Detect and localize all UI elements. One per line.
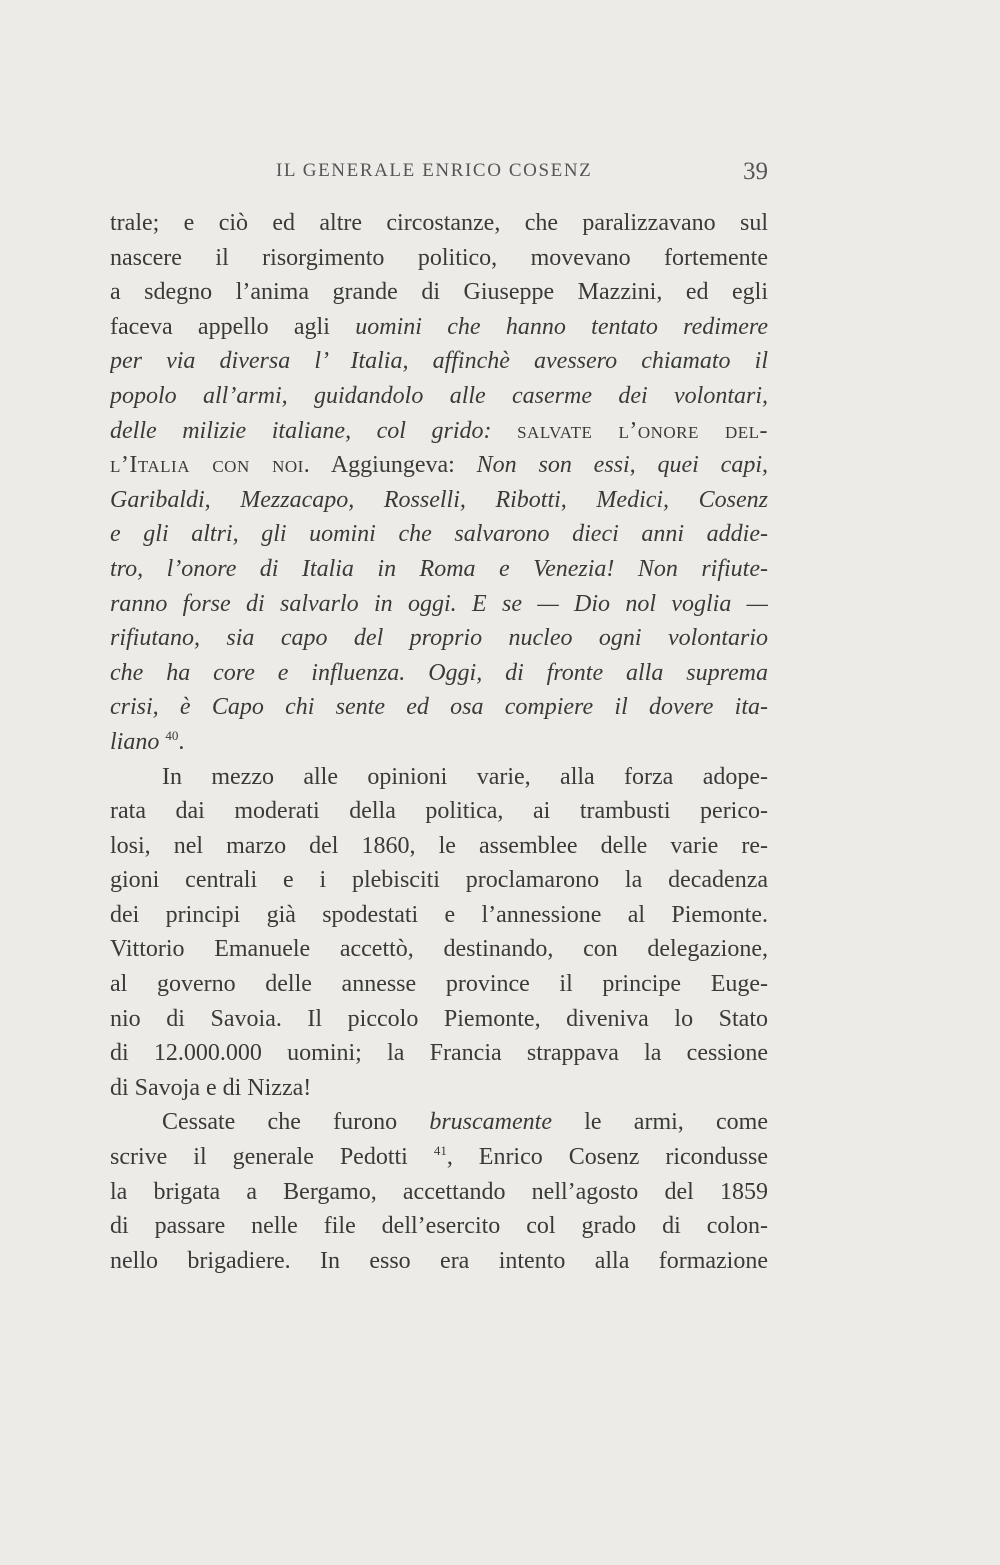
- text-line: [110, 414, 768, 449]
- footnote-ref: 41: [433, 1143, 447, 1159]
- text-line: [110, 1071, 768, 1106]
- quote-text: che ha core e influenza. Oggi, di fronte alla suprema: [110, 659, 768, 686]
- quote-text: crisi, è Capo chi sente ed osa compiere il dovere ita-: [110, 694, 768, 721]
- text-line: [110, 241, 768, 276]
- motto-text: salvate l’onore del-: [517, 417, 768, 444]
- text-line: [110, 310, 768, 345]
- text-line: [110, 275, 768, 310]
- quote-text: ranno forse di salvarlo in oggi. E se — Dio nol voglia —: [110, 590, 768, 617]
- text-line: [110, 829, 768, 864]
- text-line: [110, 898, 768, 933]
- page-number: 39: [743, 158, 768, 185]
- text-line: [110, 725, 768, 760]
- quote-text: uomini che hanno tentato redimere: [355, 313, 768, 340]
- text-line: [110, 1140, 768, 1175]
- quote-text: liano: [110, 728, 160, 755]
- quote-text: popolo all’armi, guidandolo alle caserme dei volontari,: [110, 382, 768, 409]
- text-line: [110, 206, 768, 241]
- line-text: faceva appello agli: [110, 313, 356, 340]
- page-header: [110, 160, 768, 194]
- text-line: [110, 587, 768, 622]
- line-text: nascere il risorgimento politico, movevano fortemente: [110, 244, 768, 271]
- quote-text: per via diversa l’ Italia, affinchè avessero chiamato il: [110, 348, 768, 375]
- quote-text: e gli altri, gli uomini che salvarono dieci anni addie-: [110, 521, 768, 548]
- text-line: [110, 863, 768, 898]
- text-line: [110, 483, 768, 518]
- text-line: [110, 379, 768, 414]
- text-line: [110, 552, 768, 587]
- line-text: In mezzo alle opinioni varie, alla forza adope-: [162, 763, 768, 790]
- line-text: trale; e ciò ed altre circostanze, che paralizzavano sul: [110, 210, 768, 236]
- line-text: nello brigadiere. In esso era intento alla formazione: [110, 1247, 768, 1274]
- text-line: [110, 621, 768, 656]
- line-text: di passare nelle file dell’esercito col grado di colon-: [110, 1213, 768, 1240]
- text-line: [110, 1175, 768, 1210]
- text-line: [110, 932, 768, 967]
- line-text: di Savoja e di Nizza!: [110, 1074, 312, 1101]
- text-line: [110, 1105, 768, 1140]
- text-line: [110, 967, 768, 1002]
- quote-text: tro, l’onore di Italia in Roma e Venezia! Non rifiute-: [110, 555, 768, 582]
- text-line: [110, 690, 768, 725]
- quote-text: Garibaldi, Mezzacapo, Rosselli, Ribotti, Medici, Cosenz: [110, 486, 768, 513]
- running-title: IL GENERALE ENRICO COSENZ: [276, 160, 593, 181]
- line-text: le armi, come: [551, 1109, 768, 1136]
- line-text: Aggiungeva:: [310, 452, 477, 479]
- line-text: losi, nel marzo del 1860, le assemblee delle varie re-: [110, 832, 768, 859]
- line-text: Vittorio Emanuele accettò, destinando, con delegazione,: [110, 936, 768, 963]
- line-text: , Enrico Cosenz ricondusse: [446, 1144, 768, 1171]
- line-text: .: [178, 728, 185, 755]
- line-text: scrive il generale Pedotti: [110, 1144, 408, 1171]
- text-line: [110, 517, 768, 552]
- footnote-ref: 40: [165, 727, 179, 743]
- text-line: [110, 1209, 768, 1244]
- line-text: Cessate che furono: [162, 1109, 430, 1136]
- body-text: [110, 206, 768, 1278]
- line-text: nio di Savoia. Il piccolo Piemonte, diveniva lo Stato: [110, 1005, 768, 1032]
- text-line: [110, 794, 768, 829]
- text-line: [110, 1244, 768, 1279]
- text-line: [110, 1002, 768, 1037]
- line-text: rata dai moderati della politica, ai trambusti perico-: [110, 798, 768, 825]
- line-text: gioni centrali e i plebisciti proclamarono la decadenza: [110, 867, 768, 894]
- text-line: [110, 344, 768, 379]
- line-text: a sdegno l’anima grande di Giuseppe Mazzini, ed egli: [110, 279, 768, 306]
- line-text: al governo delle annesse province il principe Euge-: [110, 971, 768, 998]
- line-text: dei principi già spodestati e l’annessione al Piemonte.: [110, 901, 768, 928]
- emphasis-text: bruscamente: [429, 1109, 552, 1136]
- text-line: [110, 1036, 768, 1071]
- line-text: di 12.000.000 uomini; la Francia strappava la cessione: [110, 1040, 768, 1067]
- quote-text: delle milizie italiane, col grido:: [110, 417, 518, 444]
- quote-text: rifiutano, sia capo del proprio nucleo ogni volontario: [110, 625, 768, 652]
- text-line: [110, 448, 768, 483]
- line-text: la brigata a Bergamo, accettando nell’agosto del 1859: [110, 1178, 768, 1205]
- motto-text: l’Italia con noi.: [110, 452, 311, 479]
- quote-text: Non son essi, quei capi,: [476, 452, 768, 479]
- text-line: [110, 656, 768, 691]
- text-line: [110, 760, 768, 795]
